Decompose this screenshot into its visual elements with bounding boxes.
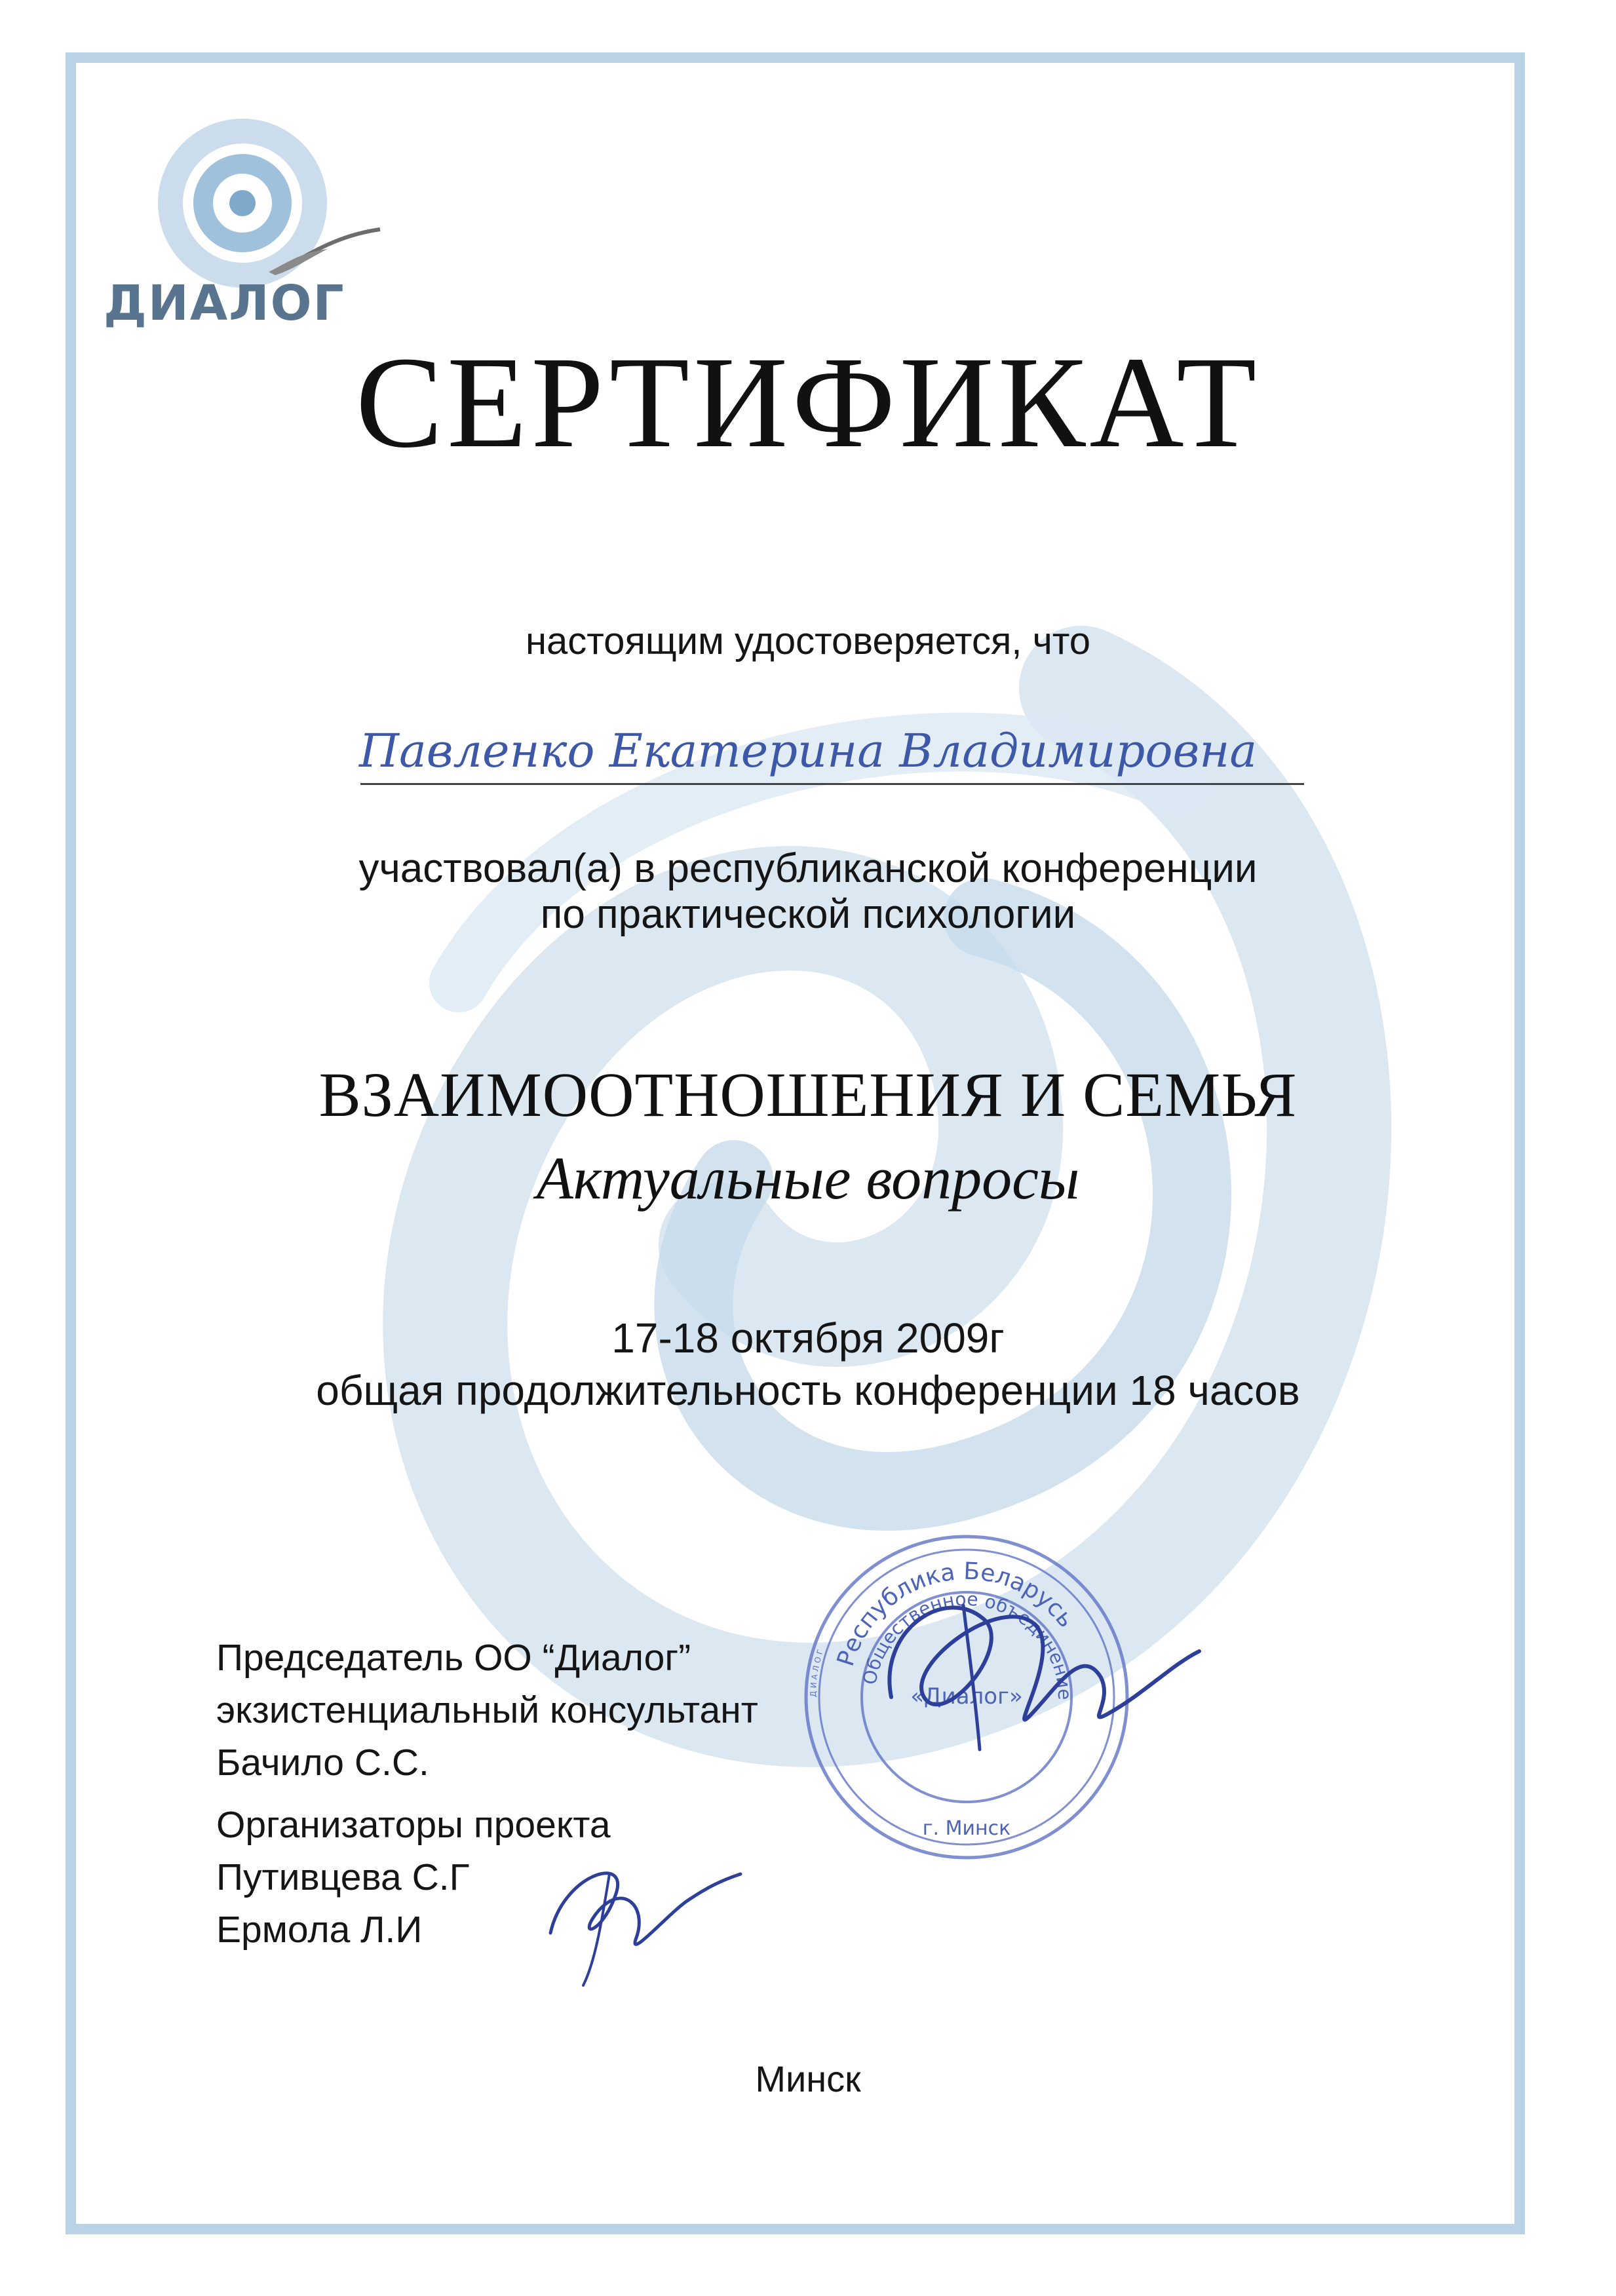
footer-city: Минск (755, 2058, 861, 2099)
conference-topic: ВЗАИМООТНОШЕНИЯ И СЕМЬЯ (318, 1060, 1298, 1130)
certificate-title: СЕРТИФИКАТ (355, 330, 1261, 475)
chair-block (216, 1632, 758, 1789)
chair-name: Бачило С.С. (216, 1742, 429, 1784)
chair-signature-icon (865, 1566, 1206, 1763)
participant-name: Павленко Екатерина Владимировна (358, 724, 1258, 778)
participation-line-2: по практической психологии (540, 892, 1076, 937)
conference-duration: общая продолжительность конференции 18 часов (316, 1367, 1300, 1414)
stamp-ring-text: ДИАЛОГ (808, 1645, 826, 1698)
conference-dates: 17-18 октября 2009г (611, 1314, 1005, 1362)
organizer-1: Путивцева С.Г (216, 1856, 470, 1898)
conference-subtopic: Актуальные вопросы (536, 1145, 1080, 1212)
chair-role: экзистенциальный консультант (216, 1689, 758, 1731)
name-underline (360, 783, 1304, 785)
participation-line-1: участвовал(а) в республиканской конференции (358, 846, 1258, 891)
stamp-outer-text: Республика Беларусь (832, 1558, 1080, 1670)
stamp-city-text: г. Минск (922, 1817, 1011, 1840)
organizers-title: Организаторы проекта (216, 1804, 611, 1846)
intro-text: настоящим удостоверяется, что (525, 620, 1090, 662)
stamp-inner-text: Общественное объединение (858, 1588, 1076, 1700)
chair-title: Председатель ОО “Диалог” (216, 1637, 691, 1679)
stamp-center-text: «Диалог» (910, 1683, 1023, 1710)
organizer-2: Ермола Л.И (216, 1909, 423, 1951)
organizer-signature-icon (537, 1835, 747, 1992)
logo-brand-text: ДИАЛОГ (104, 275, 345, 332)
